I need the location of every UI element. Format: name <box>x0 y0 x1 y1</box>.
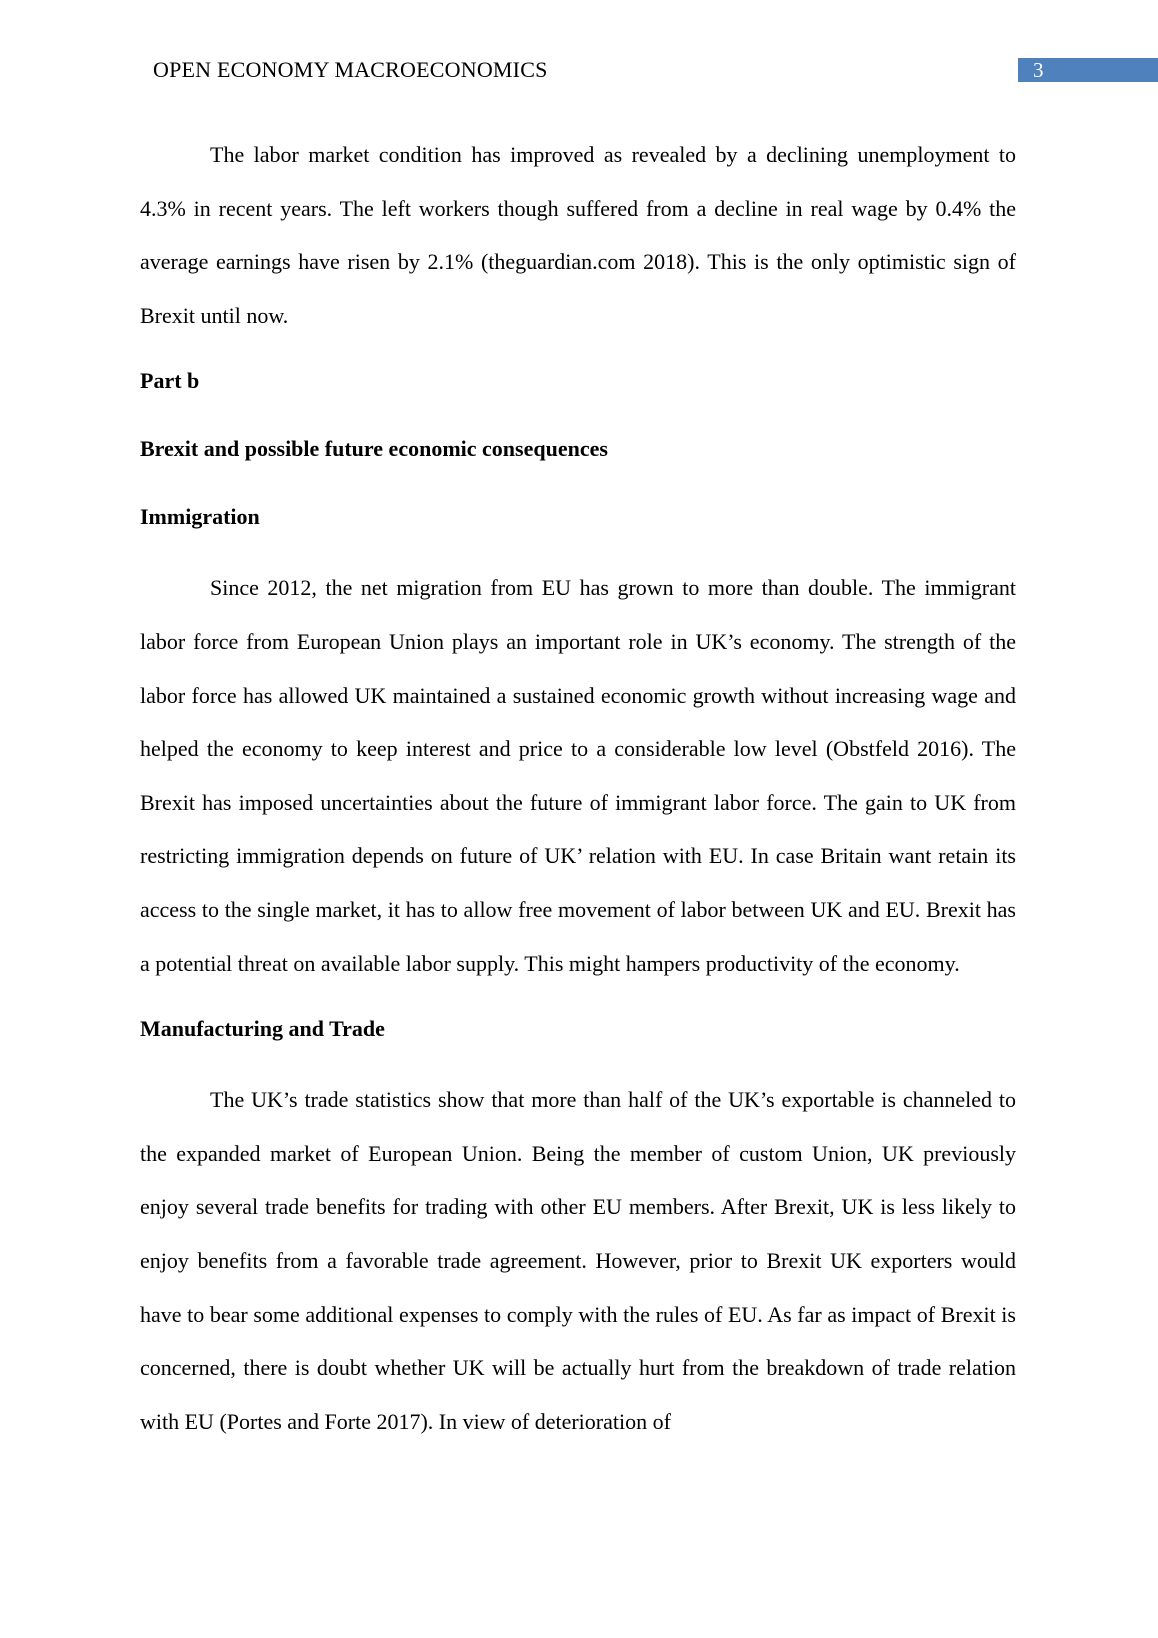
paragraph-immigration: Since 2012, the net migration from EU has grown to more than double. The immigrant labor force from European Union plays an important role in UK’s economy. The strength of the labor force has allowed UK maintained a sustained economic growth without increasing wage and helped the economy to keep interest and price to a considerable low level (Obstfeld 2016). The Brexit has imposed uncertainties about the future of immigrant labor force. The gain to UK from restricting immigration depends on future of UK’ relation with EU. In case Britain want retain its access to the single market, it has to allow free movement of labor between UK and EU. Brexit has a potential threat on available labor supply. This might hampers productivity of the economy. <box>140 575 1016 976</box>
page-number-box <box>1018 58 1158 82</box>
heading-immigration: Immigration <box>140 504 260 530</box>
document-body <box>140 128 1016 1448</box>
paragraph-labor-market: The labor market condition has improved as revealed by a declining unemployment to 4.3% in recent years. The left workers though suffered from a decline in real wage by 0.4% the average earnings have risen by 2.1% (theguardian.com 2018). This is the only optimistic sign of Brexit until now. <box>140 142 1016 328</box>
heading-manufacturing-trade: Manufacturing and Trade <box>140 1016 385 1042</box>
paragraph-manufacturing-trade: The UK’s trade statistics show that more than half of the UK’s exportable is channeled to the expanded market of European Union. Being the member of custom Union, UK previously enjoy several trade benefits for trading with other EU members. After Brexit, UK is less likely to enjoy benefits from a favorable trade agreement. However, prior to Brexit UK exporters would have to bear some additional expenses to comply with the rules of EU. As far as impact of Brexit is concerned, there is doubt whether UK will be actually hurt from the breakdown of trade relation with EU (Portes and Forte 2017). In view of deterioration of <box>140 1087 1016 1434</box>
heading-brexit-consequences: Brexit and possible future economic consequences <box>140 436 608 462</box>
heading-part-b: Part b <box>140 368 200 394</box>
page-number: 3 <box>1033 58 1044 82</box>
header-title: OPEN ECONOMY MACROECONOMICS <box>153 57 548 82</box>
